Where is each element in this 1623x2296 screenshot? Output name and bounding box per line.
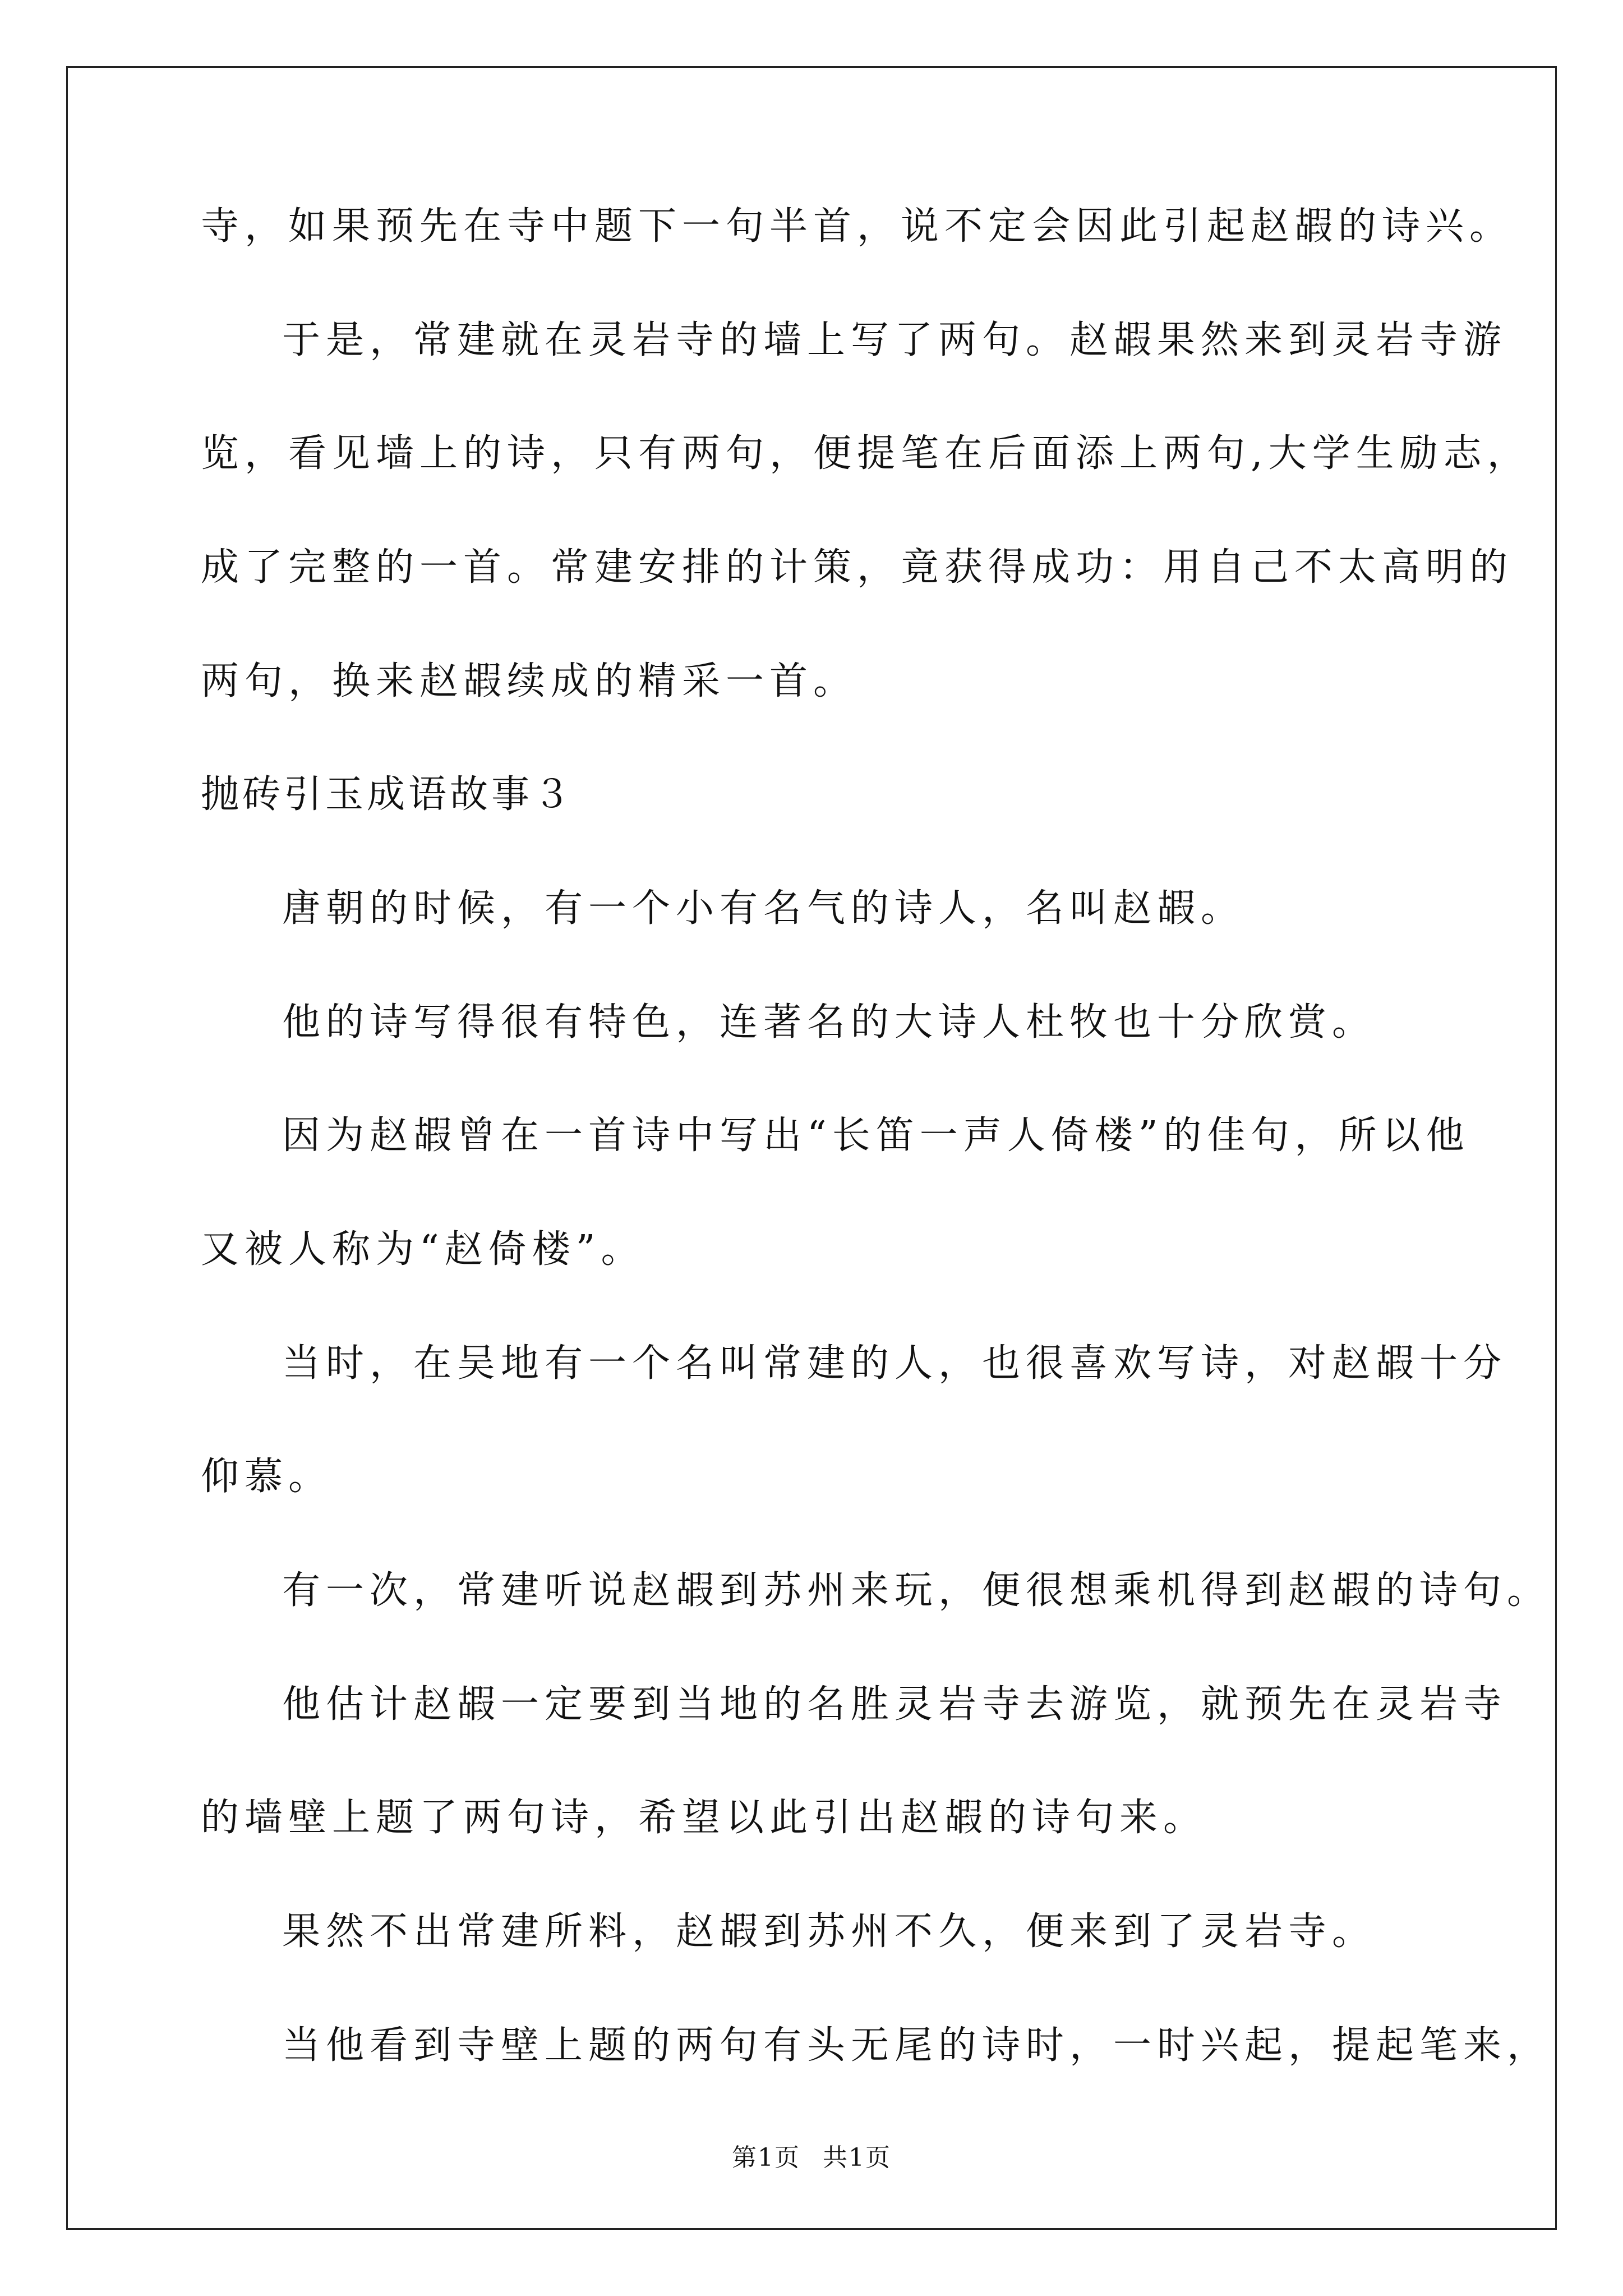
text-line: 两句，换来赵嘏续成的精采一首。 (201, 659, 857, 703)
text-line: 的墙壁上题了两句诗，希望以此引出赵嘏的诗句来。 (201, 1796, 1207, 1840)
text-line: 当他看到寺壁上题的两句有头无尾的诗时，一时兴起，提起笔来， (282, 2023, 1551, 2068)
text-line: 因为赵嘏曾在一首诗中写出“长笛一声人倚楼”的佳句，所以他 (282, 1114, 1470, 1158)
section-heading: 抛砖引玉成语故事３ (201, 772, 575, 817)
text-line: 又被人称为“赵倚楼”。 (201, 1227, 645, 1272)
page-number: 第1页 (732, 2143, 800, 2172)
text-line: 唐朝的时候，有一个小有名气的诗人，名叫赵嘏。 (282, 886, 1245, 931)
text-line: 他估计赵嘏一定要到当地的名胜灵岩寺去游览，就预先在灵岩寺 (282, 1682, 1507, 1727)
text-line: 寺，如果预先在寺中题下一句半首，说不定会因此引起赵嘏的诗兴。 (201, 204, 1514, 249)
text-line: 览，看见墙上的诗，只有两句，便提笔在后面添上两句,大学生励志， (201, 431, 1531, 476)
text-line: 成了完整的一首。常建安排的计策，竟获得成功：用自己不太高明的 (201, 545, 1514, 590)
text-line: 于是，常建就在灵岩寺的墙上写了两句。赵嘏果然来到灵岩寺游 (282, 318, 1507, 362)
page-total: 共1页 (823, 2143, 891, 2172)
text-line: 有一次，常建听说赵嘏到苏州来玩，便很想乘机得到赵嘏的诗句。 (282, 1568, 1551, 1613)
text-line: 果然不出常建所料，赵嘏到苏州不久，便来到了灵岩寺。 (282, 1910, 1376, 1954)
text-line: 仰慕。 (201, 1455, 333, 1499)
text-line: 当时，在吴地有一个名叫常建的人，也很喜欢写诗，对赵嘏十分 (282, 1341, 1507, 1386)
page-footer (0, 2137, 1623, 2173)
text-line: 他的诗写得很有特色，连著名的大诗人杜牧也十分欣赏。 (282, 1000, 1376, 1045)
